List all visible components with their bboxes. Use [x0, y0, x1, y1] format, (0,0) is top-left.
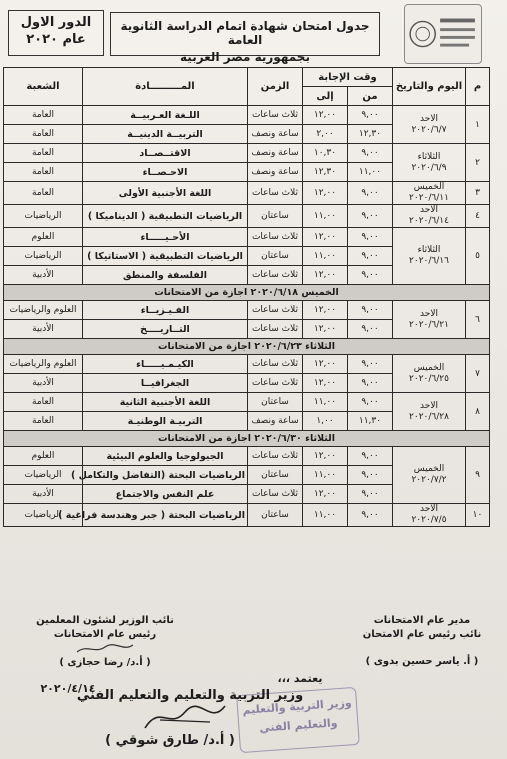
duration: ساعتان	[248, 504, 303, 527]
time-to: ١٢,٠٠	[303, 355, 348, 374]
day-name: الثلاثاء	[417, 245, 441, 255]
time-to: ١١,٠٠	[303, 393, 348, 412]
exam-date: ٢٠٢٠/٦/٢٨	[409, 411, 449, 422]
row-number: ٦	[466, 301, 490, 339]
time-from: ٩,٠٠	[348, 182, 393, 205]
time-from: ٩,٠٠	[348, 247, 393, 266]
time-from: ٩,٠٠	[348, 485, 393, 504]
holiday-note: الثلاثاء ٢٠٢٠/٦/٢٣ اجازة من الامتحانات	[4, 339, 490, 355]
branch: العلوم والرياضيات	[4, 355, 83, 374]
time-from: ١٢,٣٠	[348, 125, 393, 144]
branch: الرياضيات	[4, 205, 83, 228]
time-to: ١٢,٠٠	[303, 266, 348, 285]
row-number: ٣	[466, 182, 490, 205]
time-to: ١٢,٠٠	[303, 182, 348, 205]
row-number: ٥	[466, 228, 490, 285]
time-to: ١٢,٠٠	[303, 374, 348, 393]
row-number: ٤	[466, 205, 490, 228]
day-name: الاحد	[420, 205, 438, 215]
deputy-signature	[75, 642, 135, 656]
header-day-date: اليوم والتاريخ	[393, 68, 466, 106]
header-from: من	[348, 87, 393, 106]
day-name: الخميس	[413, 182, 445, 192]
round-label: الدور الاول	[20, 15, 92, 30]
time-from: ٩,٠٠	[348, 393, 393, 412]
table-row	[4, 504, 490, 527]
duration: ساعتان	[248, 466, 303, 485]
day-name: الخميس	[413, 362, 445, 373]
day-date-cell	[393, 228, 466, 285]
minister-signature	[140, 700, 230, 736]
subject: الكيـمـيـــــاء	[83, 355, 248, 374]
time-to: ١٢,٣٠	[303, 163, 348, 182]
approval-label: يعتمد ،،،	[277, 672, 323, 685]
header-num: م	[466, 68, 490, 106]
exam-schedule-table	[3, 67, 490, 527]
day-date-cell	[393, 182, 466, 205]
time-from: ٩,٠٠	[348, 144, 393, 163]
day-date-cell	[393, 504, 466, 527]
branch: العامة	[4, 393, 83, 412]
time-to: ١٢,٠٠	[303, 320, 348, 339]
title-line-1: جدول امتحان شهادة اتمام الدراسة الثانوية العامة	[120, 19, 370, 47]
time-to: ١١,٠٠	[303, 504, 348, 527]
exam-round-box	[8, 10, 104, 56]
minister-name: ( أ.د/ طارق شوقي )	[105, 733, 235, 748]
time-from: ٩,٠٠	[348, 205, 393, 228]
table-row	[4, 447, 490, 466]
subject: الاحـصــاء	[83, 163, 248, 182]
time-from: ٩,٠٠	[348, 466, 393, 485]
subject: اللغة الأجنبية الأولى	[83, 182, 248, 205]
day-date-cell	[393, 355, 466, 393]
time-to: ١٢,٠٠	[303, 485, 348, 504]
duration: ساعة ونصف	[248, 144, 303, 163]
deputy-subtitle: رئيس عام الامتحانات	[53, 629, 157, 640]
day-date-cell	[393, 393, 466, 431]
time-from: ٩,٠٠	[348, 504, 393, 527]
director-name: ( أ. ياسر حسين بدوى )	[365, 656, 479, 667]
time-from: ١١,٠٠	[348, 163, 393, 182]
subject: الجيولوجيا والعلوم البيئية	[83, 447, 248, 466]
time-to: ١١,٠٠	[303, 466, 348, 485]
table-row	[4, 355, 490, 374]
subject: التربيـة الوطنيـة	[83, 412, 248, 431]
deputy-name: ( أ.د/ رضا حجازى )	[59, 657, 151, 668]
time-from: ٩,٠٠	[348, 320, 393, 339]
branch: الأدبية	[4, 320, 83, 339]
day-name: الثلاثاء	[417, 151, 441, 162]
header-answer-time: وقت الإجابة	[303, 68, 393, 87]
exam-date: ٢٠٢٠/٦/١١	[409, 193, 449, 203]
director-title: مدير عام الامتحانات	[373, 615, 471, 626]
subject: التربيــة الدينيــة	[83, 125, 248, 144]
branch: العامة	[4, 163, 83, 182]
title-line-2: بجمهورية مصر العربية	[180, 50, 310, 64]
time-to: ١,٠٠	[303, 412, 348, 431]
header-subject: المـــــــــادة	[83, 68, 248, 106]
branch: العلوم	[4, 228, 83, 247]
duration: ثلاث ساعات	[248, 228, 303, 247]
row-number: ٧	[466, 355, 490, 393]
subject: الجغرافيــا	[83, 374, 248, 393]
table-row	[4, 106, 490, 125]
table-row	[4, 144, 490, 163]
time-from: ٩,٠٠	[348, 374, 393, 393]
duration: ثلاث ساعات	[248, 447, 303, 466]
day-name: الخميس	[413, 464, 445, 474]
duration: ثلاث ساعات	[248, 374, 303, 393]
time-to: ١٢,٠٠	[303, 228, 348, 247]
branch: الرياضيات	[4, 504, 83, 527]
time-to: ١١,٠٠	[303, 205, 348, 228]
holiday-row	[4, 431, 490, 447]
subject: الفلسفة والمنطق	[83, 266, 248, 285]
subject: الأحـيـــــاء	[83, 228, 248, 247]
branch: العامة	[4, 125, 83, 144]
subject: التــاريــــخ	[83, 320, 248, 339]
time-to: ١٢,٠٠	[303, 106, 348, 125]
time-to: ١١,٠٠	[303, 247, 348, 266]
day-name: الاحد	[420, 400, 438, 411]
duration: ساعة ونصف	[248, 125, 303, 144]
exam-date: ٢٠٢٠/٧/٢	[411, 475, 447, 485]
duration: ساعتان	[248, 247, 303, 266]
holiday-note: الخميس ٢٠٢٠/٦/١٨ اجازة من الامتحانات	[4, 285, 490, 301]
day-date-cell	[393, 447, 466, 504]
table-row	[4, 182, 490, 205]
branch: العلوم	[4, 447, 83, 466]
day-name: الاحد	[420, 504, 438, 514]
year-label: عام ٢٠٢٠	[26, 32, 86, 47]
branch: العامة	[4, 412, 83, 431]
table-row	[4, 393, 490, 412]
day-date-cell	[393, 144, 466, 182]
ministry-logo	[404, 4, 482, 64]
duration: ثلاث ساعات	[248, 301, 303, 320]
deputy-title: نائب الوزير لشئون المعلمين	[36, 615, 174, 626]
row-number: ٩	[466, 447, 490, 504]
duration: ثلاث ساعات	[248, 320, 303, 339]
time-to: ٢,٠٠	[303, 125, 348, 144]
time-from: ٩,٠٠	[348, 228, 393, 247]
exam-date: ٢٠٢٠/٦/٢١	[409, 319, 449, 330]
time-from: ٩,٠٠	[348, 301, 393, 320]
exam-date: ٢٠٢٠/٦/٩	[411, 162, 447, 173]
branch: الأدبية	[4, 266, 83, 285]
table-header-row	[4, 68, 490, 87]
branch: العلوم والرياضيات	[4, 301, 83, 320]
subject: علم النفس والاجتماع	[83, 485, 248, 504]
minister-title: وزير التربية والتعليم والتعليم الفني	[76, 688, 304, 703]
branch: العامة	[4, 144, 83, 163]
day-date-cell	[393, 106, 466, 144]
subject: الرياضيات التطبيقية ( الاستاتيكا )	[83, 247, 248, 266]
header-duration: الزمن	[248, 68, 303, 106]
duration: ساعة ونصف	[248, 163, 303, 182]
row-number: ٢	[466, 144, 490, 182]
time-to: ١٢,٠٠	[303, 447, 348, 466]
subject: الرياضيات التطبيقية ( الديناميكا )	[83, 205, 248, 228]
duration: ثلاث ساعات	[248, 355, 303, 374]
table-row	[4, 205, 490, 228]
exam-date: ٢٠٢٠/٦/٧	[411, 124, 447, 135]
subject: الاقتــصــاد	[83, 144, 248, 163]
holiday-row	[4, 285, 490, 301]
exam-date: ٢٠٢٠/٦/١٤	[409, 216, 449, 226]
time-to: ١٠,٣٠	[303, 144, 348, 163]
time-from: ١١,٣٠	[348, 412, 393, 431]
exams-director-block	[342, 615, 502, 667]
time-from: ٩,٠٠	[348, 447, 393, 466]
day-name: الاحد	[420, 113, 438, 124]
branch: الرياضيات	[4, 466, 83, 485]
branch: الرياضيات	[4, 247, 83, 266]
time-from: ٩,٠٠	[348, 355, 393, 374]
holiday-row	[4, 339, 490, 355]
stamp-line-1: وزير التربية والتعليم	[242, 696, 353, 717]
holiday-note: الثلاثاء ٢٠٢٠/٦/٣٠ اجازة من الامتحانات	[4, 431, 490, 447]
header-to: إلى	[303, 87, 348, 106]
duration: ثلاث ساعات	[248, 182, 303, 205]
branch: الأدبية	[4, 374, 83, 393]
branch: العامة	[4, 182, 83, 205]
time-to: ١٢,٠٠	[303, 301, 348, 320]
duration: ثلاث ساعات	[248, 485, 303, 504]
duration: ساعة ونصف	[248, 412, 303, 431]
signature-date: ٢٠٢٠/٤/١٤	[40, 682, 96, 695]
exam-date: ٢٠٢٠/٧/٥	[411, 515, 447, 525]
subject: اللـغة العـربيــة	[83, 106, 248, 125]
exam-date: ٢٠٢٠/٦/٢٥	[409, 373, 449, 384]
row-number: ١	[466, 106, 490, 144]
header-branch: الشعبة	[4, 68, 83, 106]
time-from: ٩,٠٠	[348, 106, 393, 125]
document-title	[110, 12, 380, 64]
duration: ساعتان	[248, 205, 303, 228]
day-date-cell	[393, 301, 466, 339]
table-row	[4, 301, 490, 320]
subject: الفـيـزيــاء	[83, 301, 248, 320]
subject: اللغة الأجنبية الثانية	[83, 393, 248, 412]
time-from: ٩,٠٠	[348, 266, 393, 285]
stamp-line-2: والتعليم الفني	[258, 716, 338, 735]
duration: ساعتان	[248, 393, 303, 412]
day-name: الاحد	[420, 308, 438, 319]
branch: العامة	[4, 106, 83, 125]
day-date-cell	[393, 205, 466, 228]
duration: ثلاث ساعات	[248, 106, 303, 125]
duration: ثلاث ساعات	[248, 266, 303, 285]
subject: الرياضيات البحتة ( جبر وهندسة فراغية )	[83, 504, 248, 527]
exam-date: ٢٠٢٠/٦/١٦	[409, 256, 449, 266]
director-subtitle: نائب رئيس عام الامتحان	[362, 629, 482, 640]
table-row	[4, 228, 490, 247]
deputy-minister-block	[10, 615, 200, 668]
row-number: ٨	[466, 393, 490, 431]
subject: الرياضيات البحتة (التفاضل والتكامل )	[83, 466, 248, 485]
row-number: ١٠	[466, 504, 490, 527]
branch: الأدبية	[4, 485, 83, 504]
